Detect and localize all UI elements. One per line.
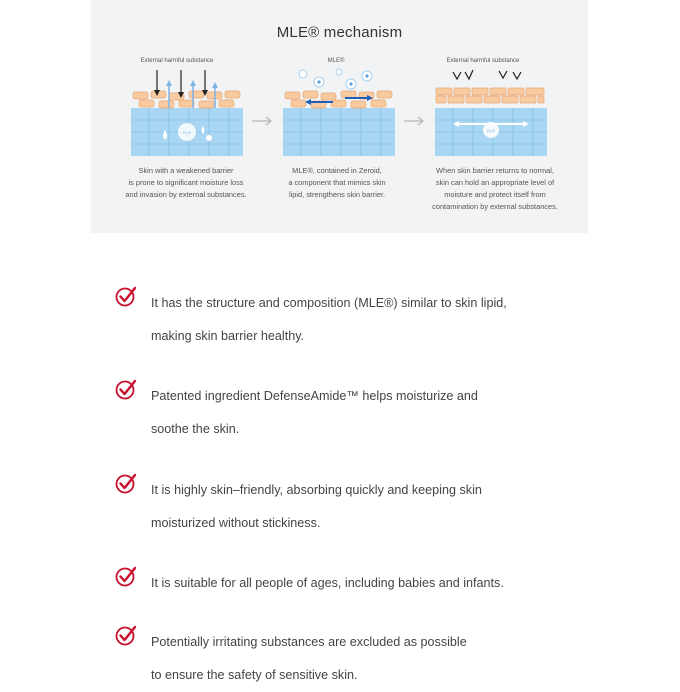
feature-line: Patented ingredient DefenseAmide™ helps moisturize and [151, 389, 478, 403]
feature-text [151, 474, 482, 540]
feature-line: It is highly skin–friendly, absorbing quickly and keeping skin [151, 483, 482, 497]
stage3-top-label: External harmful substance [446, 58, 520, 64]
mle-mechanism-panel [91, 0, 588, 233]
stage3-illustration [433, 68, 549, 158]
feature-line: It is suitable for all people of ages, including babies and infants. [151, 576, 504, 590]
stage1-caption [111, 165, 261, 201]
stage3-caption [409, 165, 581, 213]
feature-line: soothe the skin. [151, 422, 240, 436]
stage3-caption-line: contamination by external substances. [432, 202, 558, 211]
stage1-top-label: External harmful substance [140, 58, 214, 64]
stage1-caption-line: is prone to significant moisture loss [128, 178, 244, 187]
stage3-caption-line: moisture and protect itself from [444, 190, 546, 199]
feature-line: moisturized without stickiness. [151, 516, 321, 530]
stage3-caption-line: When skin barrier returns to normal, [436, 166, 554, 175]
stage2-caption-line: MLE®, contained in Zeroid, [292, 166, 382, 175]
stage2-caption-line: lipid, strengthens skin barrier. [288, 190, 386, 199]
stage3-caption-line: skin can hold an appropriate level of [435, 178, 555, 187]
check-circle-icon [115, 624, 137, 646]
check-circle-icon [115, 472, 137, 494]
feature-line: Potentially irritating substances are excluded as possible [151, 635, 467, 649]
panel-title: MLE® mechanism [276, 24, 403, 41]
stage1-caption-line: and invasion by external substances. [125, 190, 247, 199]
stage2-caption [267, 165, 407, 201]
feature-line: to ensure the safety of sensitive skin. [151, 668, 358, 682]
feature-line: It has the structure and composition (MLE®) similar to skin lipid, [151, 296, 507, 310]
stage2-illustration [281, 68, 397, 158]
feature-line: making skin barrier healthy. [151, 329, 305, 343]
check-circle-icon [115, 285, 137, 307]
arrow-right-icon [403, 113, 425, 131]
feature-text [151, 287, 507, 353]
stage1-illustration [129, 68, 245, 158]
arrow-right-icon [251, 113, 273, 131]
feature-text [151, 567, 504, 600]
stage2-top-label: MLE® [327, 58, 345, 64]
stage2-caption-line: a component that mimics skin [288, 178, 386, 187]
check-circle-icon [115, 378, 137, 400]
feature-text [151, 626, 467, 692]
check-circle-icon [115, 565, 137, 587]
stage1-caption-line: Skin with a weakened barrier [138, 166, 234, 175]
feature-text [151, 380, 478, 446]
svg-text:H₂O: H₂O [487, 128, 495, 133]
svg-text:H₂O: H₂O [183, 130, 191, 135]
